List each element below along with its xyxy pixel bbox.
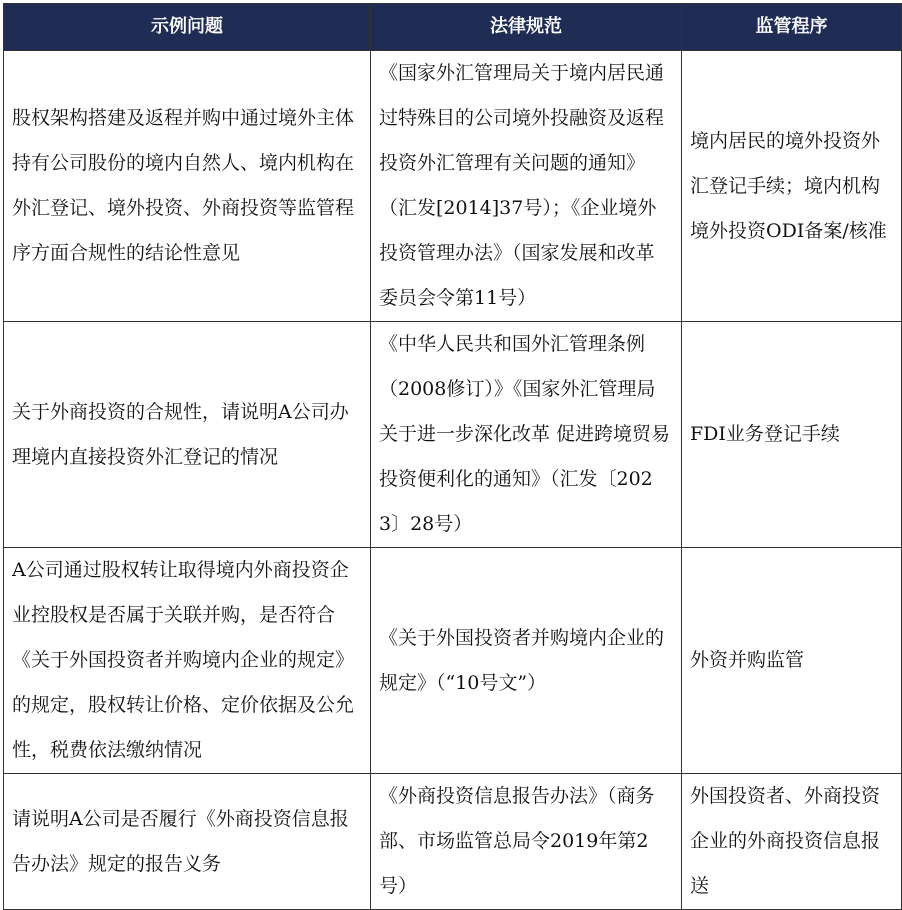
procedure-cell — [682, 322, 902, 548]
procedure-text: 外国投资者、外商投资企业的外商投资信息报送 — [690, 785, 881, 897]
regulation-table — [3, 3, 902, 910]
issue-text: 股权架构搭建及返程并购中通过境外主体持有公司股份的境内自然人、境内机构在外汇登记、境外投资、外商投资等监管程序方面合规性的结论性意见 — [12, 107, 355, 264]
procedure-cell — [682, 774, 902, 910]
header-row — [4, 4, 902, 51]
procedure-text: 境内居民的境外投资外汇登记手续；境内机构境外投资ODI备案/核准 — [690, 129, 887, 242]
issue-text: A公司通过股权转让取得境内外商投资企业控股权是否属于关联并购，是否符合《关于外国投资者并购境内企业的规定》的规定，股权转让价格、定价依据及公允性，税费依法缴纳情况 — [12, 559, 355, 761]
table-row — [4, 774, 902, 910]
law-cell — [371, 548, 682, 774]
issue-text: 关于外商投资的合规性，请说明A公司办理境内直接投资外汇登记的情况 — [12, 400, 349, 468]
issue-text: 请说明A公司是否履行《外商投资信息报告办法》规定的报告义务 — [12, 807, 349, 875]
procedure-cell — [682, 51, 902, 322]
header-procedure: 监管程序 — [682, 4, 902, 51]
issue-cell — [4, 774, 371, 910]
law-cell — [371, 322, 682, 548]
table-row — [4, 51, 902, 322]
procedure-text: 外资并购监管 — [690, 649, 805, 671]
header-issue: 示例问题 — [4, 4, 371, 51]
procedure-text: FDI业务登记手续 — [690, 423, 840, 445]
header-law: 法律规范 — [371, 4, 682, 51]
law-text: 《关于外国投资者并购境内企业的规定》（“10号文”） — [379, 626, 665, 694]
procedure-cell — [682, 548, 902, 774]
law-text: 《中华人民共和国外汇管理条例（2008修订）》《国家外汇管理局关于进一步深化改革 促进跨境贸易投资便利化的通知》（汇发〔2023〕28号） — [379, 333, 671, 535]
law-text: 《国家外汇管理局关于境内居民通过特殊目的公司境外投融资及返程投资外汇管理有关问题的通知》（汇发[2014]37号）；《企业境外投资管理办法》（国家发展和改革委员会令第11号） — [379, 62, 665, 309]
issue-cell — [4, 51, 371, 322]
issue-cell — [4, 322, 371, 548]
law-cell — [371, 774, 682, 910]
law-text: 《外商投资信息报告办法》（商务部、市场监管总局令2019年第2号） — [379, 785, 655, 897]
table-row — [4, 548, 902, 774]
issue-cell — [4, 548, 371, 774]
table-row — [4, 322, 902, 548]
law-cell — [371, 51, 682, 322]
